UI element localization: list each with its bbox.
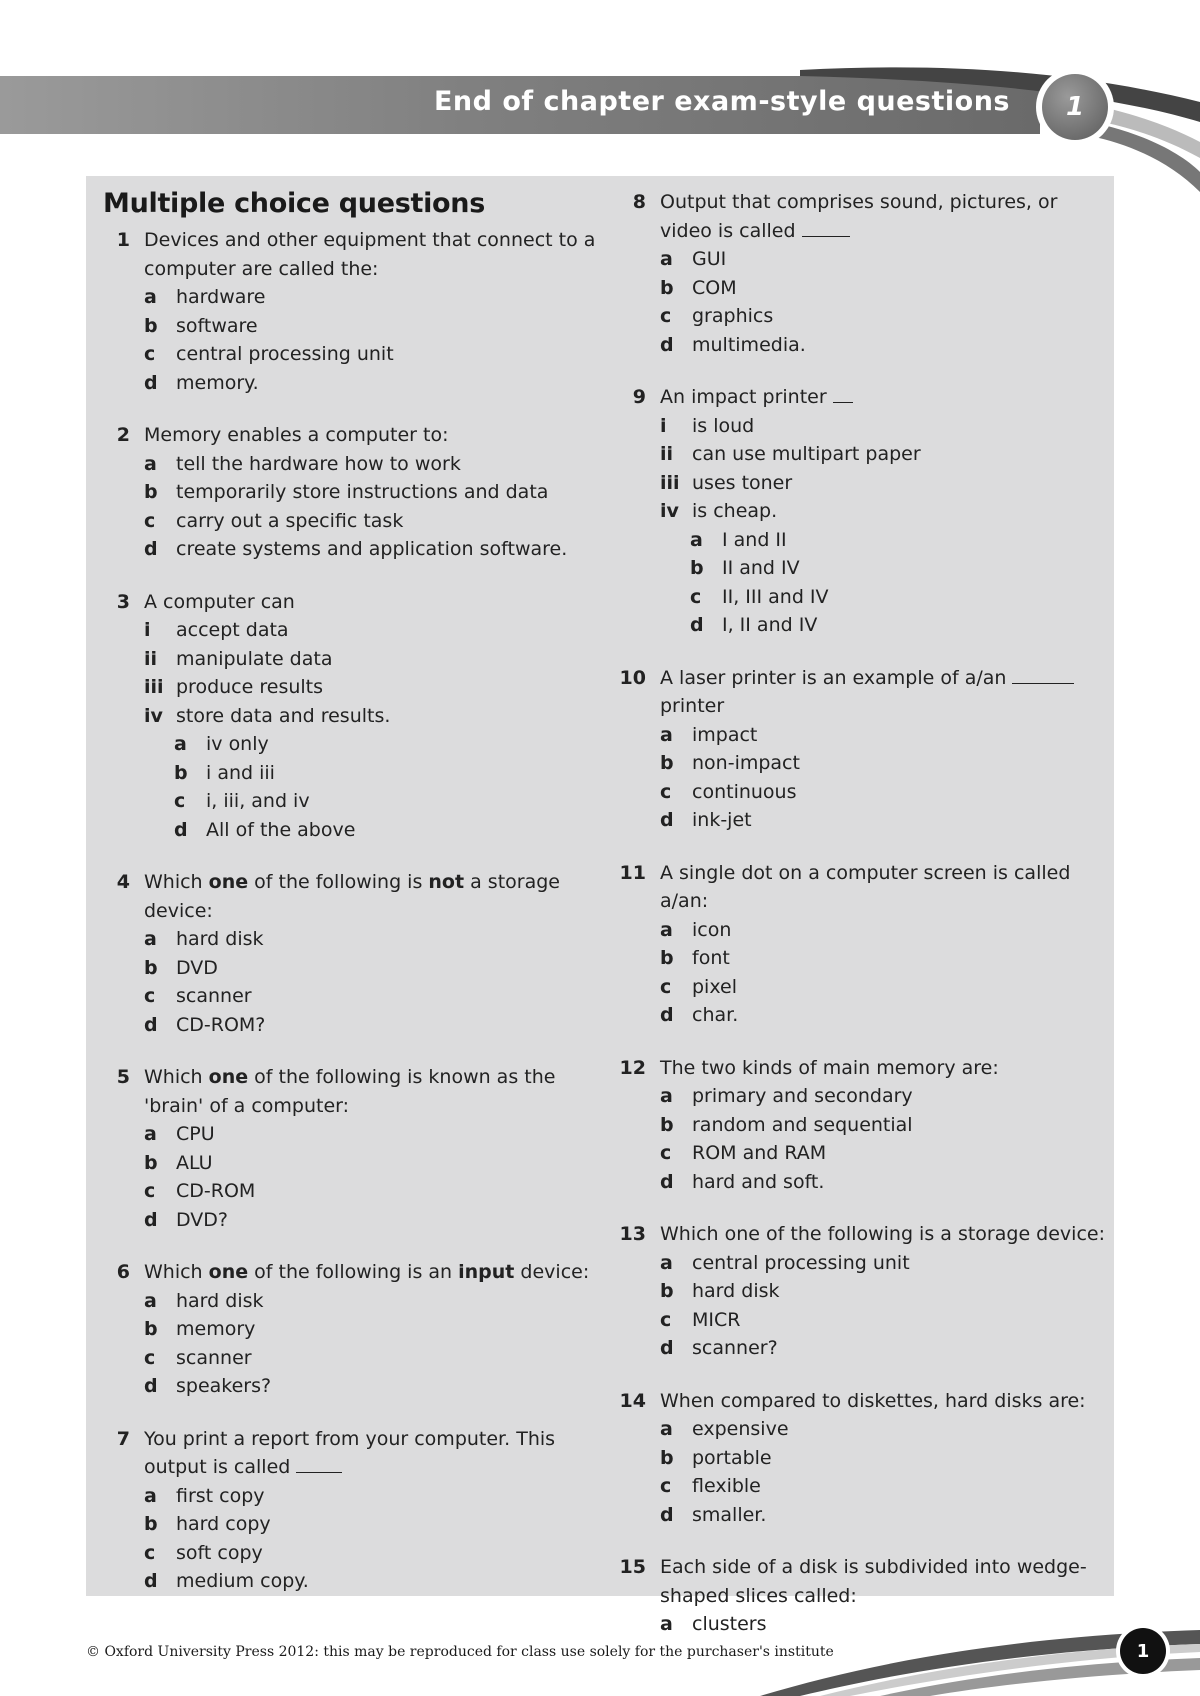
option-item bbox=[86, 730, 596, 759]
option-item bbox=[602, 554, 1114, 583]
option-text: i and iii bbox=[206, 761, 275, 784]
option-letter: b bbox=[690, 557, 704, 579]
question-text: Which bbox=[144, 1261, 209, 1283]
option-text: CD-ROM bbox=[176, 1180, 256, 1202]
question-stem bbox=[602, 1220, 1114, 1249]
option-text: clusters bbox=[692, 1613, 767, 1635]
statement-numeral: ii bbox=[660, 443, 674, 465]
option-text: GUI bbox=[692, 248, 727, 270]
option-letter: a bbox=[144, 286, 157, 308]
option-text: I and II bbox=[722, 528, 787, 551]
question-number: 7 bbox=[116, 1427, 130, 1450]
question-text: printer bbox=[660, 695, 725, 717]
option-letter: c bbox=[660, 1475, 672, 1497]
option-item bbox=[86, 1011, 596, 1040]
question-stem bbox=[86, 226, 596, 283]
option-text: II, III and IV bbox=[722, 585, 829, 608]
option-item bbox=[602, 1082, 1114, 1111]
question-text: Devices and other equipment that connect to a computer are called the: bbox=[144, 229, 596, 280]
option-letter: b bbox=[660, 1113, 674, 1136]
page-header-title: End of chapter exam-style questions bbox=[433, 86, 1010, 117]
statement-numeral: ii bbox=[144, 647, 158, 670]
option-text: random and sequential bbox=[692, 1113, 913, 1136]
question-item bbox=[86, 588, 596, 845]
page-number: 1 bbox=[1120, 1628, 1166, 1674]
option-item bbox=[86, 925, 596, 954]
question-number: 9 bbox=[632, 386, 646, 408]
option-letter: b bbox=[144, 314, 158, 337]
option-text: scanner bbox=[176, 1346, 252, 1369]
statement-item bbox=[602, 497, 1114, 526]
statement-item bbox=[86, 616, 596, 645]
option-text: medium copy. bbox=[176, 1570, 309, 1592]
option-item bbox=[86, 478, 596, 507]
option-item bbox=[602, 331, 1114, 360]
option-text: COM bbox=[692, 276, 737, 299]
option-letter: c bbox=[144, 1346, 156, 1369]
option-text: DVD bbox=[176, 956, 218, 979]
option-text: scanner bbox=[176, 985, 252, 1007]
option-letter: c bbox=[660, 1142, 672, 1164]
statement-text: manipulate data bbox=[176, 647, 333, 670]
question-number: 5 bbox=[116, 1066, 130, 1088]
option-item bbox=[602, 274, 1114, 303]
answer-blank bbox=[1012, 665, 1074, 684]
option-item bbox=[602, 1277, 1114, 1306]
option-item bbox=[86, 340, 596, 369]
statement-text: produce results bbox=[176, 676, 324, 698]
option-letter: a bbox=[660, 1613, 673, 1635]
option-text: font bbox=[692, 947, 730, 969]
option-item bbox=[86, 1482, 596, 1511]
option-item bbox=[602, 916, 1114, 945]
statement-text: store data and results. bbox=[176, 704, 391, 727]
question-item bbox=[602, 664, 1114, 835]
option-letter: c bbox=[690, 585, 702, 608]
question-text: When compared to diskettes, hard disks are: bbox=[660, 1389, 1086, 1412]
option-text: hard disk bbox=[176, 928, 264, 950]
option-item bbox=[86, 1510, 596, 1539]
question-number: 1 bbox=[116, 229, 130, 251]
question-number: 2 bbox=[116, 424, 130, 446]
option-letter: a bbox=[660, 248, 673, 270]
question-emphasis: one bbox=[208, 871, 249, 893]
option-letter: a bbox=[144, 1289, 157, 1312]
question-stem bbox=[602, 1387, 1114, 1416]
chapter-number: 1 bbox=[1042, 74, 1108, 140]
option-text: I, II and IV bbox=[722, 614, 818, 636]
question-text: a storage device: bbox=[144, 871, 560, 922]
option-letter: c bbox=[144, 985, 156, 1007]
option-item bbox=[602, 806, 1114, 835]
question-emphasis: one bbox=[208, 1261, 249, 1283]
statement-numeral: i bbox=[144, 619, 151, 641]
option-text: iv only bbox=[206, 733, 269, 755]
option-item bbox=[86, 1287, 596, 1316]
question-number: 14 bbox=[619, 1389, 646, 1412]
option-letter: a bbox=[144, 452, 157, 475]
option-letter: d bbox=[660, 809, 674, 831]
question-text: Memory enables a computer to: bbox=[144, 424, 449, 446]
option-letter: d bbox=[144, 1375, 158, 1397]
option-letter: d bbox=[144, 1570, 158, 1592]
option-item bbox=[602, 1306, 1114, 1335]
statement-item bbox=[86, 702, 596, 731]
option-item bbox=[602, 973, 1114, 1002]
option-text: ALU bbox=[176, 1151, 213, 1174]
option-text: scanner? bbox=[692, 1337, 778, 1359]
option-letter: b bbox=[660, 1280, 674, 1302]
option-letter: a bbox=[660, 1085, 673, 1107]
option-text: soft copy bbox=[176, 1541, 263, 1564]
option-letter: b bbox=[660, 947, 674, 969]
option-item bbox=[602, 1168, 1114, 1197]
question-number: 6 bbox=[116, 1261, 130, 1283]
option-letter: d bbox=[660, 333, 674, 356]
option-letter: c bbox=[660, 780, 672, 803]
question-stem bbox=[86, 588, 596, 617]
question-text: An impact printer bbox=[660, 386, 827, 408]
option-letter: c bbox=[144, 1541, 156, 1564]
statement-item bbox=[86, 673, 596, 702]
option-letter: a bbox=[144, 928, 157, 950]
question-text: of the following is known as the 'brain' of a computer: bbox=[144, 1066, 556, 1117]
option-letter: b bbox=[144, 956, 158, 979]
option-item bbox=[602, 245, 1114, 274]
option-text: DVD? bbox=[176, 1208, 229, 1231]
question-item bbox=[602, 1387, 1114, 1530]
option-text: software bbox=[176, 314, 258, 337]
question-text: A computer can bbox=[144, 590, 295, 613]
question-stem bbox=[602, 383, 1114, 412]
question-number: 13 bbox=[619, 1223, 646, 1245]
statement-numeral: iii bbox=[660, 471, 680, 494]
option-letter: d bbox=[144, 371, 158, 394]
option-letter: c bbox=[660, 305, 672, 327]
option-text: char. bbox=[692, 1004, 739, 1026]
answer-blank bbox=[802, 218, 850, 237]
option-text: speakers? bbox=[176, 1375, 272, 1397]
option-item bbox=[602, 1139, 1114, 1168]
option-letter: d bbox=[144, 538, 158, 560]
question-item bbox=[86, 226, 596, 397]
option-text: portable bbox=[692, 1446, 772, 1469]
option-text: hard disk bbox=[176, 1289, 264, 1312]
option-text: central processing unit bbox=[692, 1251, 910, 1274]
question-text: device: bbox=[514, 1261, 590, 1283]
question-number: 11 bbox=[619, 861, 646, 884]
option-text: hardware bbox=[176, 286, 266, 308]
option-letter: a bbox=[660, 723, 673, 746]
option-item bbox=[86, 1120, 596, 1149]
option-text: hard and soft. bbox=[692, 1170, 825, 1193]
option-item bbox=[602, 778, 1114, 807]
questions-panel bbox=[86, 176, 1114, 1635]
option-letter: b bbox=[660, 276, 674, 299]
option-item bbox=[602, 302, 1114, 331]
option-text: create systems and application software. bbox=[176, 538, 568, 560]
option-item bbox=[86, 1315, 596, 1344]
question-item bbox=[86, 1425, 596, 1596]
option-letter: b bbox=[144, 1318, 158, 1340]
question-item bbox=[86, 868, 596, 1039]
question-number: 4 bbox=[116, 871, 130, 893]
option-letter: d bbox=[660, 1503, 674, 1526]
question-stem bbox=[86, 421, 596, 450]
option-item bbox=[86, 283, 596, 312]
option-letter: c bbox=[144, 509, 156, 532]
page-number-badge bbox=[1116, 1624, 1170, 1678]
option-letter: c bbox=[174, 790, 186, 812]
question-text: A laser printer is an example of a/an bbox=[660, 666, 1007, 689]
option-letter: d bbox=[660, 1170, 674, 1193]
option-letter: c bbox=[660, 1308, 672, 1331]
statement-numeral: i bbox=[660, 414, 667, 437]
option-letter: a bbox=[660, 1251, 673, 1274]
statement-numeral: iv bbox=[144, 704, 163, 727]
question-item bbox=[602, 859, 1114, 1030]
option-text: ink-jet bbox=[692, 809, 752, 831]
question-item bbox=[86, 421, 596, 564]
option-item bbox=[86, 1567, 596, 1596]
question-item bbox=[86, 1063, 596, 1234]
option-item bbox=[602, 526, 1114, 555]
question-list-right bbox=[602, 188, 1114, 1663]
option-item bbox=[602, 1111, 1114, 1140]
question-text: A single dot on a computer screen is called a/an: bbox=[660, 861, 1071, 912]
option-letter: d bbox=[660, 1004, 674, 1026]
chapter-badge bbox=[1036, 68, 1114, 146]
option-text: memory. bbox=[176, 371, 259, 394]
option-item bbox=[602, 1415, 1114, 1444]
statement-text: is loud bbox=[692, 414, 755, 437]
question-stem bbox=[86, 1258, 596, 1287]
answer-blank bbox=[296, 1454, 342, 1473]
option-item bbox=[86, 369, 596, 398]
option-text: hard disk bbox=[692, 1280, 780, 1302]
statement-text: can use multipart paper bbox=[692, 443, 921, 465]
option-item bbox=[86, 1206, 596, 1235]
option-item bbox=[86, 816, 596, 845]
option-letter: a bbox=[690, 528, 703, 551]
option-letter: c bbox=[144, 343, 156, 365]
statement-item bbox=[602, 440, 1114, 469]
option-item bbox=[602, 583, 1114, 612]
option-item bbox=[86, 312, 596, 341]
option-letter: a bbox=[144, 1484, 157, 1507]
option-text: impact bbox=[692, 723, 758, 746]
question-list-left bbox=[86, 226, 596, 1620]
question-text: Which bbox=[144, 871, 209, 893]
option-text: II and IV bbox=[722, 557, 800, 579]
option-item bbox=[86, 450, 596, 479]
option-text: central processing unit bbox=[176, 343, 394, 365]
option-letter: d bbox=[690, 614, 704, 636]
option-item bbox=[86, 507, 596, 536]
option-text: expensive bbox=[692, 1418, 789, 1440]
option-letter: c bbox=[660, 975, 672, 998]
section-title: Multiple choice questions bbox=[103, 188, 485, 219]
question-text: Which bbox=[144, 1066, 209, 1088]
option-text: first copy bbox=[176, 1484, 265, 1507]
question-text: of the following is bbox=[248, 871, 429, 893]
header-swoosh-graphic bbox=[0, 62, 1200, 192]
option-text: graphics bbox=[692, 305, 774, 327]
question-emphasis: not bbox=[428, 871, 465, 893]
option-item bbox=[86, 535, 596, 564]
option-letter: c bbox=[144, 1180, 156, 1202]
option-letter: b bbox=[660, 752, 674, 774]
option-item bbox=[602, 1472, 1114, 1501]
question-text: Output that comprises sound, pictures, or video is called bbox=[660, 191, 1058, 242]
question-item bbox=[602, 383, 1114, 640]
question-emphasis: one bbox=[208, 1066, 249, 1088]
option-text: pixel bbox=[692, 975, 737, 998]
option-item bbox=[602, 1501, 1114, 1530]
option-letter: b bbox=[144, 1151, 158, 1174]
question-emphasis: input bbox=[458, 1261, 515, 1283]
option-item bbox=[86, 954, 596, 983]
statement-numeral: iii bbox=[144, 676, 164, 698]
question-stem bbox=[602, 188, 1114, 245]
option-letter: d bbox=[174, 818, 188, 841]
option-item bbox=[602, 1001, 1114, 1030]
header-band bbox=[0, 76, 1200, 134]
footer-copyright: © Oxford University Press 2012: this may be reproduced for class use solely for the purchaser's institute bbox=[86, 1644, 834, 1660]
option-item bbox=[602, 944, 1114, 973]
statement-text: uses toner bbox=[692, 471, 793, 494]
option-item bbox=[86, 759, 596, 788]
question-stem bbox=[602, 664, 1114, 721]
question-text: You print a report from your computer. This output is called bbox=[144, 1427, 556, 1478]
option-text: hard copy bbox=[176, 1513, 271, 1535]
option-text: CPU bbox=[176, 1123, 215, 1145]
option-text: non-impact bbox=[692, 752, 800, 774]
statement-item bbox=[602, 469, 1114, 498]
option-letter: a bbox=[174, 733, 187, 755]
question-stem bbox=[86, 1425, 596, 1482]
option-text: memory bbox=[176, 1318, 256, 1340]
option-letter: d bbox=[144, 1208, 158, 1231]
option-item bbox=[602, 1249, 1114, 1278]
option-text: flexible bbox=[692, 1475, 761, 1497]
option-letter: b bbox=[174, 761, 188, 784]
option-text: MICR bbox=[692, 1308, 741, 1331]
option-item bbox=[86, 1344, 596, 1373]
option-item bbox=[86, 1177, 596, 1206]
option-text: smaller. bbox=[692, 1503, 767, 1526]
question-stem bbox=[86, 1063, 596, 1120]
question-stem bbox=[602, 859, 1114, 916]
option-text: carry out a specific task bbox=[176, 509, 404, 532]
question-item bbox=[602, 1054, 1114, 1197]
question-number: 15 bbox=[619, 1556, 646, 1578]
question-item bbox=[602, 1220, 1114, 1363]
option-item bbox=[86, 787, 596, 816]
option-text: tell the hardware how to work bbox=[176, 452, 461, 475]
question-stem bbox=[602, 1054, 1114, 1083]
option-item bbox=[602, 611, 1114, 640]
question-stem bbox=[86, 868, 596, 925]
option-text: ROM and RAM bbox=[692, 1142, 827, 1164]
option-text: multimedia. bbox=[692, 333, 806, 356]
question-text: The two kinds of main memory are: bbox=[660, 1056, 999, 1079]
option-item bbox=[602, 1334, 1114, 1363]
option-letter: d bbox=[660, 1337, 674, 1359]
statement-text: is cheap. bbox=[692, 500, 778, 522]
question-number: 8 bbox=[632, 191, 646, 213]
answer-blank bbox=[833, 384, 853, 403]
option-item bbox=[602, 749, 1114, 778]
option-item bbox=[86, 1539, 596, 1568]
statement-item bbox=[86, 645, 596, 674]
option-item bbox=[86, 1149, 596, 1178]
option-text: i, iii, and iv bbox=[206, 790, 310, 812]
option-item bbox=[86, 982, 596, 1011]
question-number: 12 bbox=[619, 1056, 646, 1079]
question-text: Which one of the following is a storage device: bbox=[660, 1223, 1105, 1245]
option-text: CD-ROM? bbox=[176, 1013, 266, 1036]
question-item bbox=[86, 1258, 596, 1401]
option-item bbox=[86, 1372, 596, 1401]
question-number: 3 bbox=[116, 590, 130, 613]
option-item bbox=[602, 1444, 1114, 1473]
question-text: of the following is an bbox=[248, 1261, 459, 1283]
option-item bbox=[602, 721, 1114, 750]
option-text: temporarily store instructions and data bbox=[176, 481, 549, 503]
option-letter: a bbox=[660, 918, 673, 941]
question-number: 10 bbox=[619, 666, 646, 689]
question-text: Each side of a disk is subdivided into wedge-shaped slices called: bbox=[660, 1556, 1087, 1607]
option-letter: b bbox=[660, 1446, 674, 1469]
statement-item bbox=[602, 412, 1114, 441]
option-text: icon bbox=[692, 918, 732, 941]
question-item bbox=[602, 188, 1114, 359]
option-letter: a bbox=[660, 1418, 673, 1440]
option-letter: b bbox=[144, 481, 158, 503]
option-text: primary and secondary bbox=[692, 1085, 913, 1107]
option-letter: a bbox=[144, 1123, 157, 1145]
option-letter: b bbox=[144, 1513, 158, 1535]
statement-text: accept data bbox=[176, 619, 289, 641]
option-text: All of the above bbox=[206, 818, 356, 841]
option-letter: d bbox=[144, 1013, 158, 1036]
option-text: continuous bbox=[692, 780, 797, 803]
statement-numeral: iv bbox=[660, 500, 679, 522]
